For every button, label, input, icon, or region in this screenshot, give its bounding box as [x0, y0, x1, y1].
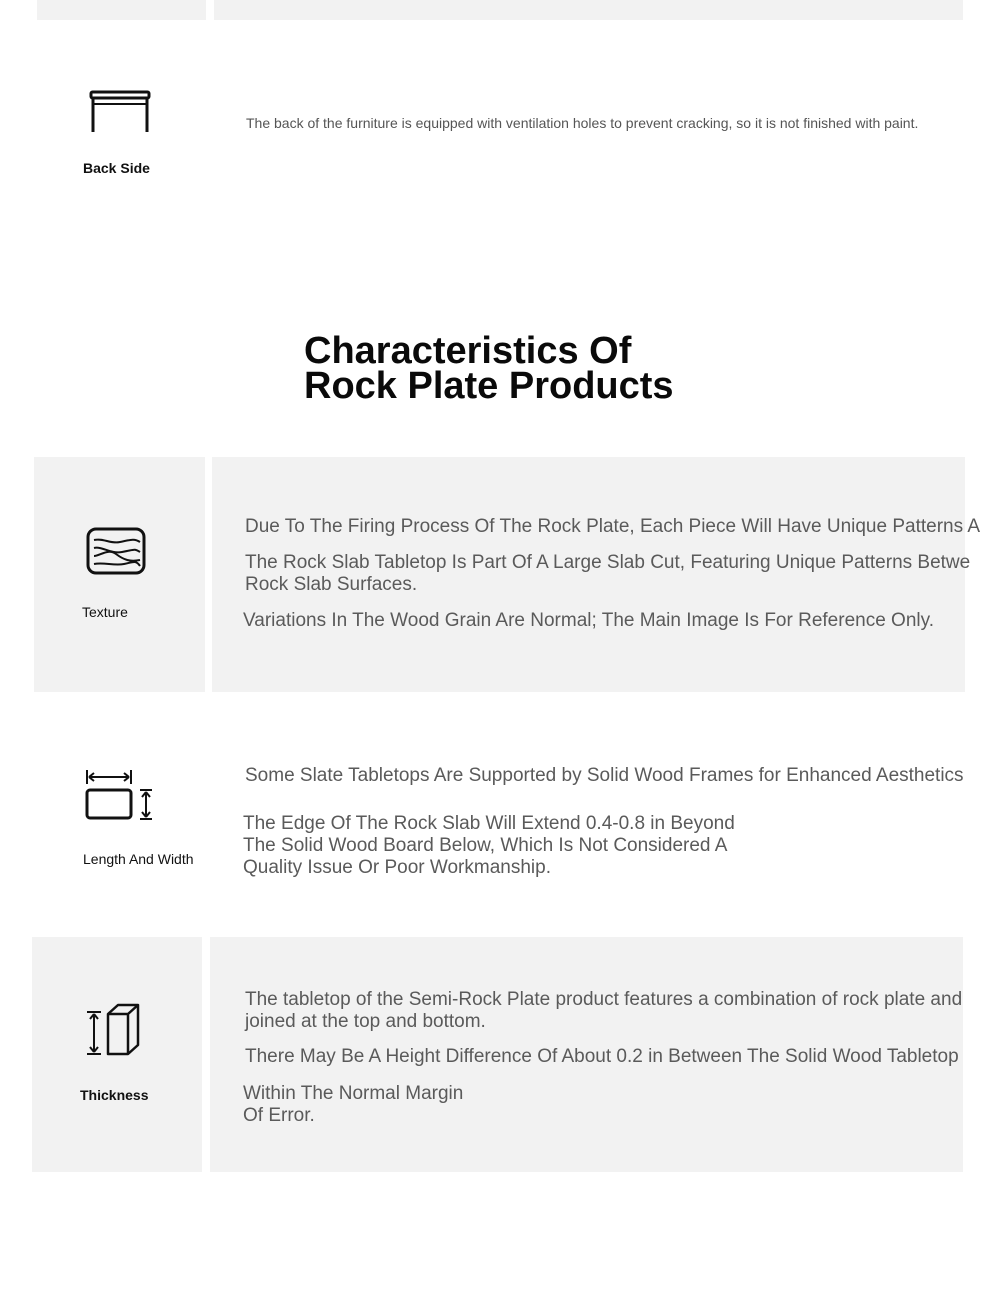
thickness-icon: [84, 1002, 144, 1058]
back-side-label: Back Side: [83, 160, 150, 176]
thickness-line-1: The tabletop of the Semi-Rock Plate product features a combination of rock plate and: [245, 989, 963, 1010]
page-title-line-1: Characteristics Of: [304, 330, 632, 372]
dimensions-icon: [84, 766, 156, 824]
thickness-line-2: joined at the top and bottom.: [245, 1011, 486, 1032]
thickness-line-3: There May Be A Height Difference Of About 0.2 in Between The Solid Wood Tabletop: [245, 1046, 959, 1067]
page-title-line-2: Rock Plate Products: [304, 365, 674, 407]
table-icon: [88, 88, 152, 136]
thickness-label: Thickness: [80, 1087, 149, 1103]
page-title: [304, 330, 674, 407]
length-width-label: Length And Width: [83, 851, 194, 867]
texture-line-2: The Rock Slab Tabletop Is Part Of A Large Slab Cut, Featuring Unique Patterns Betwe: [245, 552, 971, 573]
length-width-line-3: The Solid Wood Board Below, Which Is Not Considered A: [243, 835, 728, 856]
back-side-description: The back of the furniture is equipped with ventilation holes to prevent cracking, so it is not finished with paint.: [246, 115, 919, 131]
thickness-line-4: Within The Normal Margin: [243, 1083, 464, 1104]
length-width-line-1: Some Slate Tabletops Are Supported by Solid Wood Frames for Enhanced Aesthetics: [245, 765, 964, 786]
top-right-panel: [214, 0, 963, 20]
texture-label: Texture: [82, 604, 128, 620]
thickness-line-5: Of Error.: [243, 1105, 315, 1126]
length-width-line-4: Quality Issue Or Poor Workmanship.: [243, 857, 551, 878]
length-width-line-2: The Edge Of The Rock Slab Will Extend 0.4-0.8 in Beyond: [243, 813, 735, 834]
texture-line-3: Rock Slab Surfaces.: [245, 574, 418, 595]
top-left-panel: [37, 0, 206, 20]
stone-texture-icon: [86, 526, 146, 576]
texture-line-4: Variations In The Wood Grain Are Normal; The Main Image Is For Reference Only.: [243, 610, 934, 631]
texture-line-1: Due To The Firing Process Of The Rock Plate, Each Piece Will Have Unique Patterns A: [245, 516, 981, 537]
